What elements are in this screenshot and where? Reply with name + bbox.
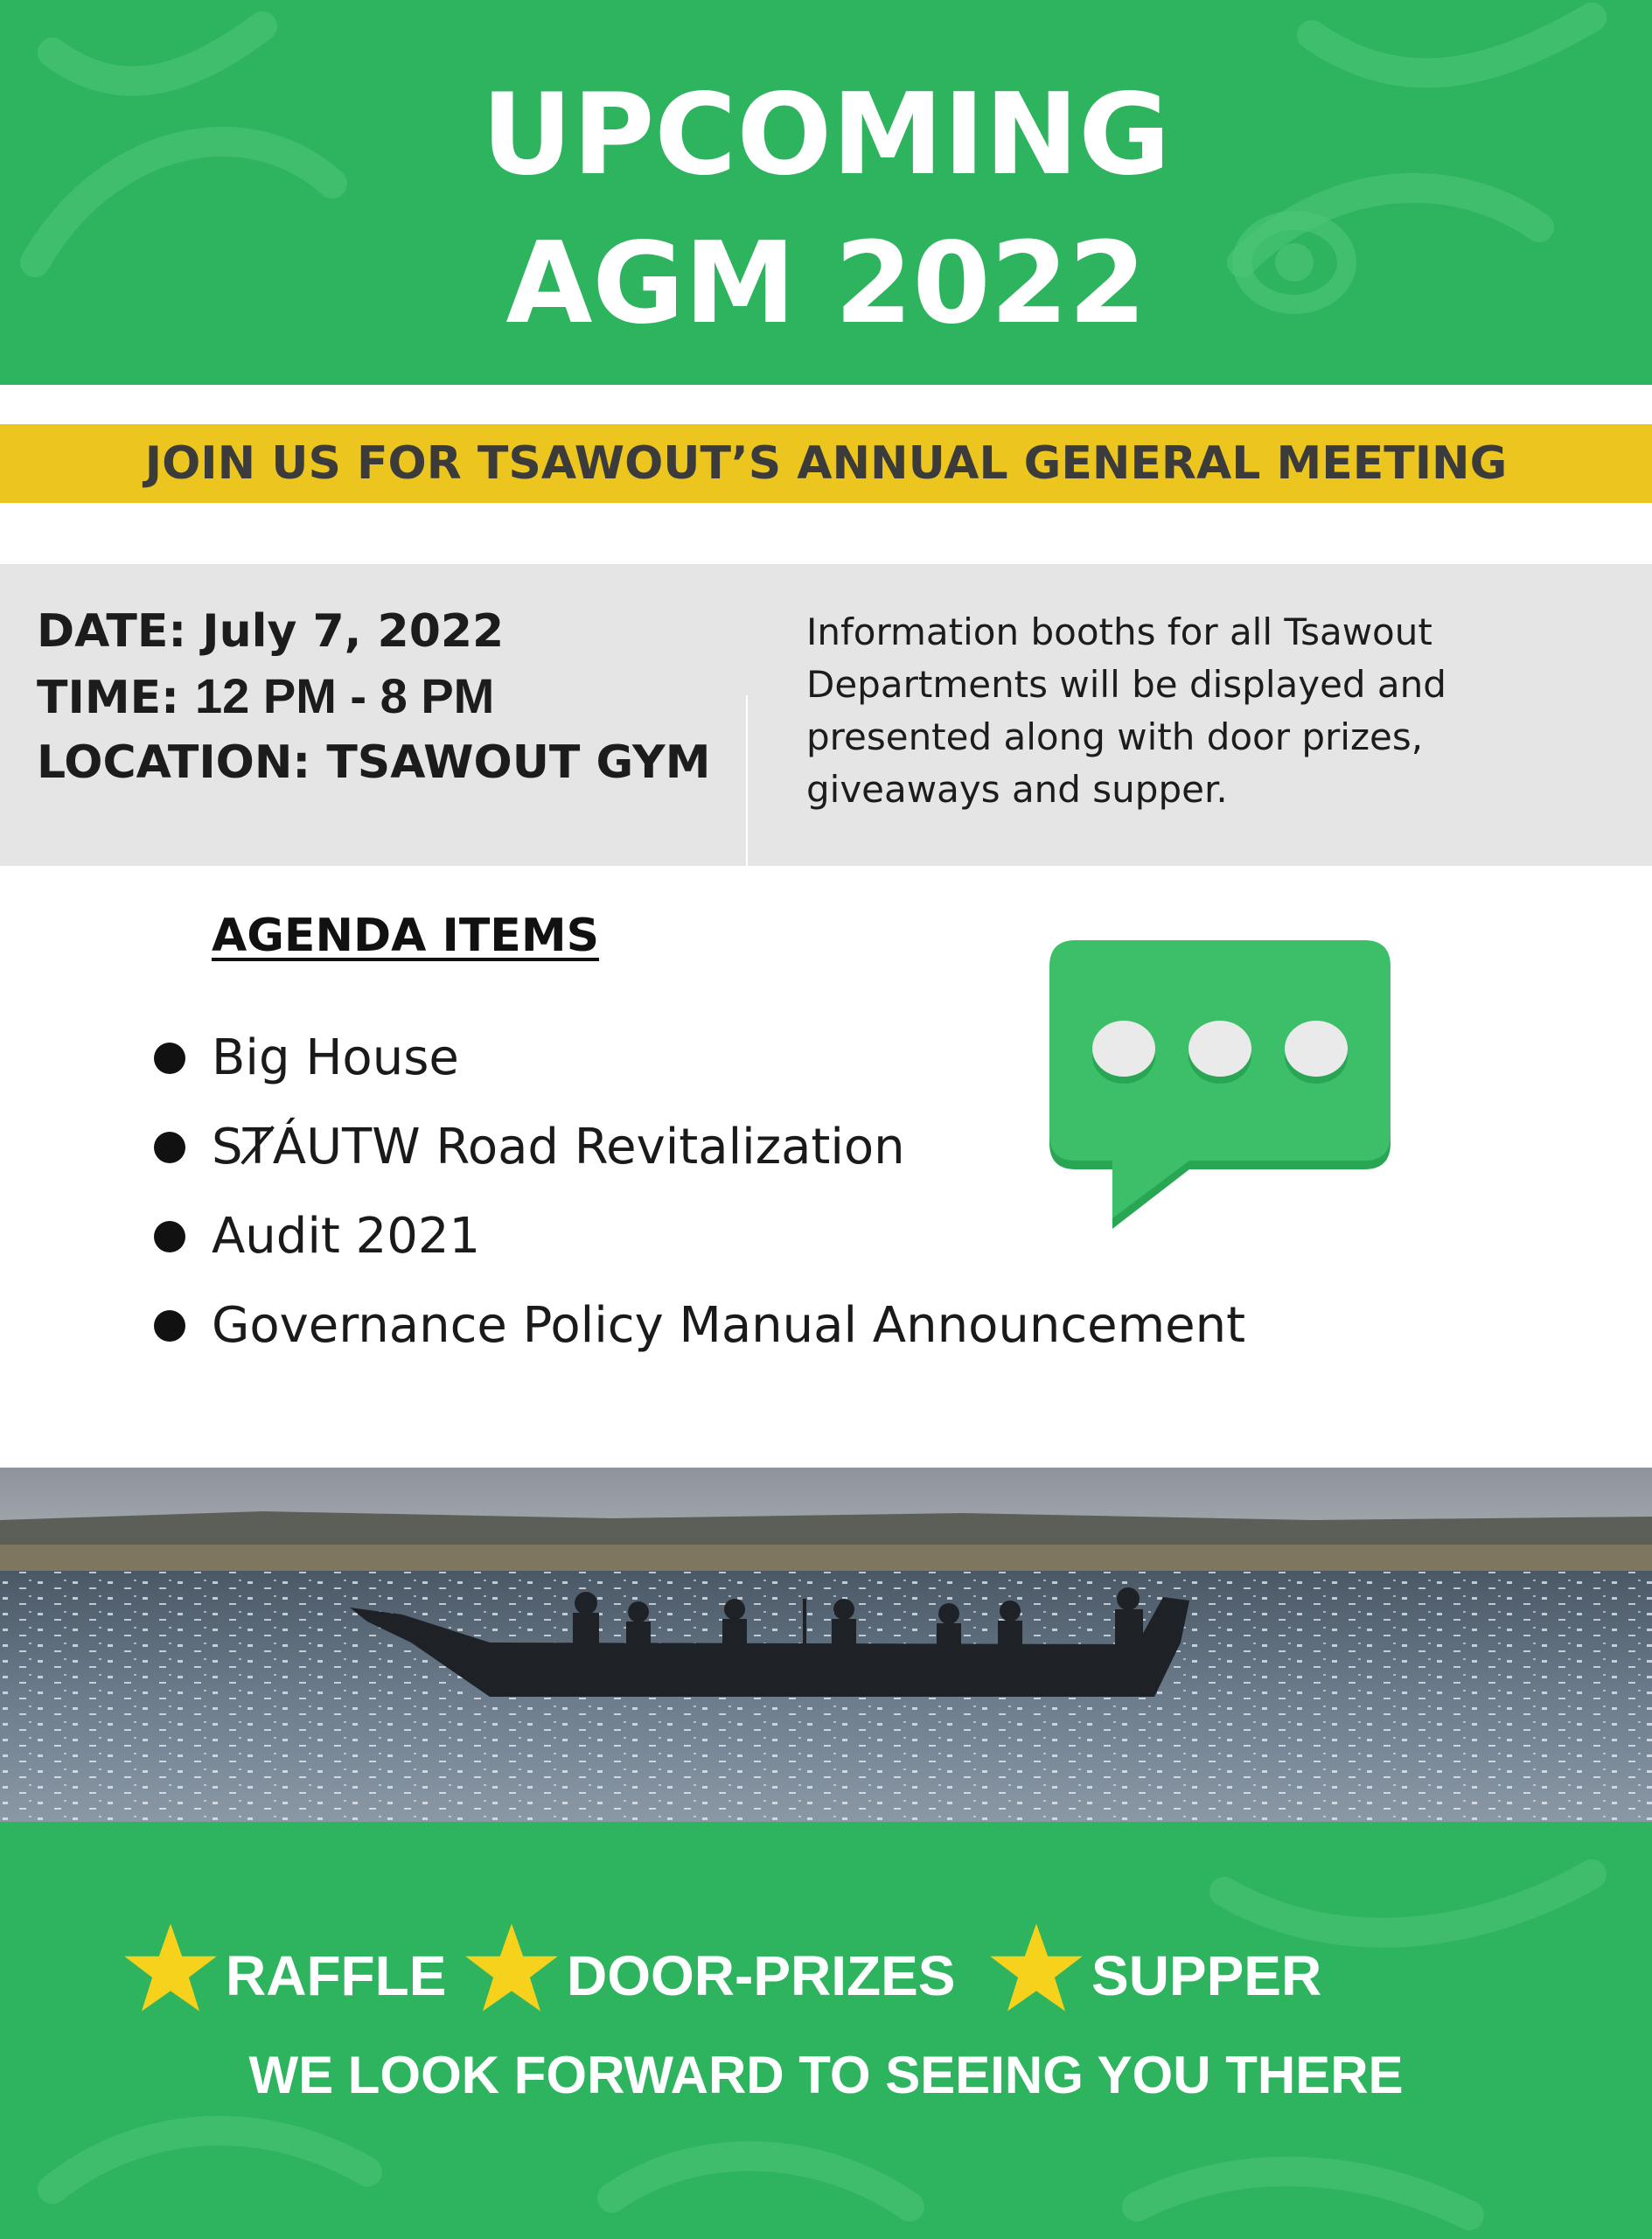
- location-label: LOCATION:: [37, 736, 311, 789]
- event-details: [37, 599, 719, 795]
- time-label: TIME:: [37, 672, 179, 724]
- star-icon: [122, 1920, 219, 2016]
- closing-message: WE LOOK FORWARD TO SEEING YOU THERE: [248, 2046, 1404, 2104]
- perk-label: RAFFLE: [226, 1944, 447, 2007]
- info-line: presented along with door prizes,: [806, 715, 1424, 758]
- title-line-2: AGM 2022: [505, 219, 1147, 349]
- location-value: TSAWOUT GYM: [326, 736, 711, 789]
- date-label: DATE:: [37, 605, 187, 658]
- info-description: [806, 606, 1523, 816]
- info-line: Information booths for all Tsawout: [806, 610, 1432, 653]
- location-row: [37, 730, 719, 795]
- perk-label: DOOR-PRIZES: [567, 1944, 956, 2007]
- bullet-icon: [154, 1310, 185, 1342]
- header-section: [0, 0, 1652, 385]
- chat-bubble-icon: [1041, 940, 1399, 1238]
- agenda-item-text: Big House: [212, 1029, 459, 1086]
- agenda-item-text: Audit 2021: [212, 1208, 481, 1265]
- details-panel: [0, 564, 1652, 866]
- agenda-heading: AGENDA ITEMS: [212, 910, 600, 962]
- white-separator: [0, 385, 1652, 424]
- list-item: [154, 1291, 1291, 1380]
- bullet-icon: [154, 1043, 185, 1074]
- agenda-item-text: SȾÁUTW Road Revitalization: [212, 1119, 905, 1175]
- footer-section: [0, 1822, 1652, 2239]
- info-line: Departments will be displayed and: [806, 663, 1446, 706]
- footer-pattern: [0, 1822, 1652, 2239]
- bullet-icon: [154, 1221, 185, 1252]
- date-row: [37, 599, 719, 664]
- time-row: [37, 664, 719, 730]
- invite-banner: [0, 424, 1652, 503]
- bullet-icon: [154, 1132, 185, 1163]
- time-value: 12 PM - 8 PM: [195, 668, 495, 723]
- agenda-item-text: Governance Policy Manual Announcement: [212, 1297, 1246, 1354]
- page-title: [0, 61, 1652, 359]
- info-line: giveaways and supper.: [806, 768, 1228, 811]
- invite-banner-text: JOIN US FOR TSAWOUT’S ANNUAL GENERAL MEETING: [144, 437, 1508, 490]
- star-icon: [464, 1920, 560, 2016]
- perk-label: SUPPER: [1091, 1944, 1322, 2007]
- canoe-photo: [0, 1468, 1652, 1822]
- star-icon: [988, 1920, 1084, 2016]
- white-separator-2: [0, 503, 1652, 564]
- date-value: July 7, 2022: [202, 605, 505, 658]
- details-divider: [746, 695, 748, 866]
- title-line-1: UPCOMING: [481, 70, 1171, 200]
